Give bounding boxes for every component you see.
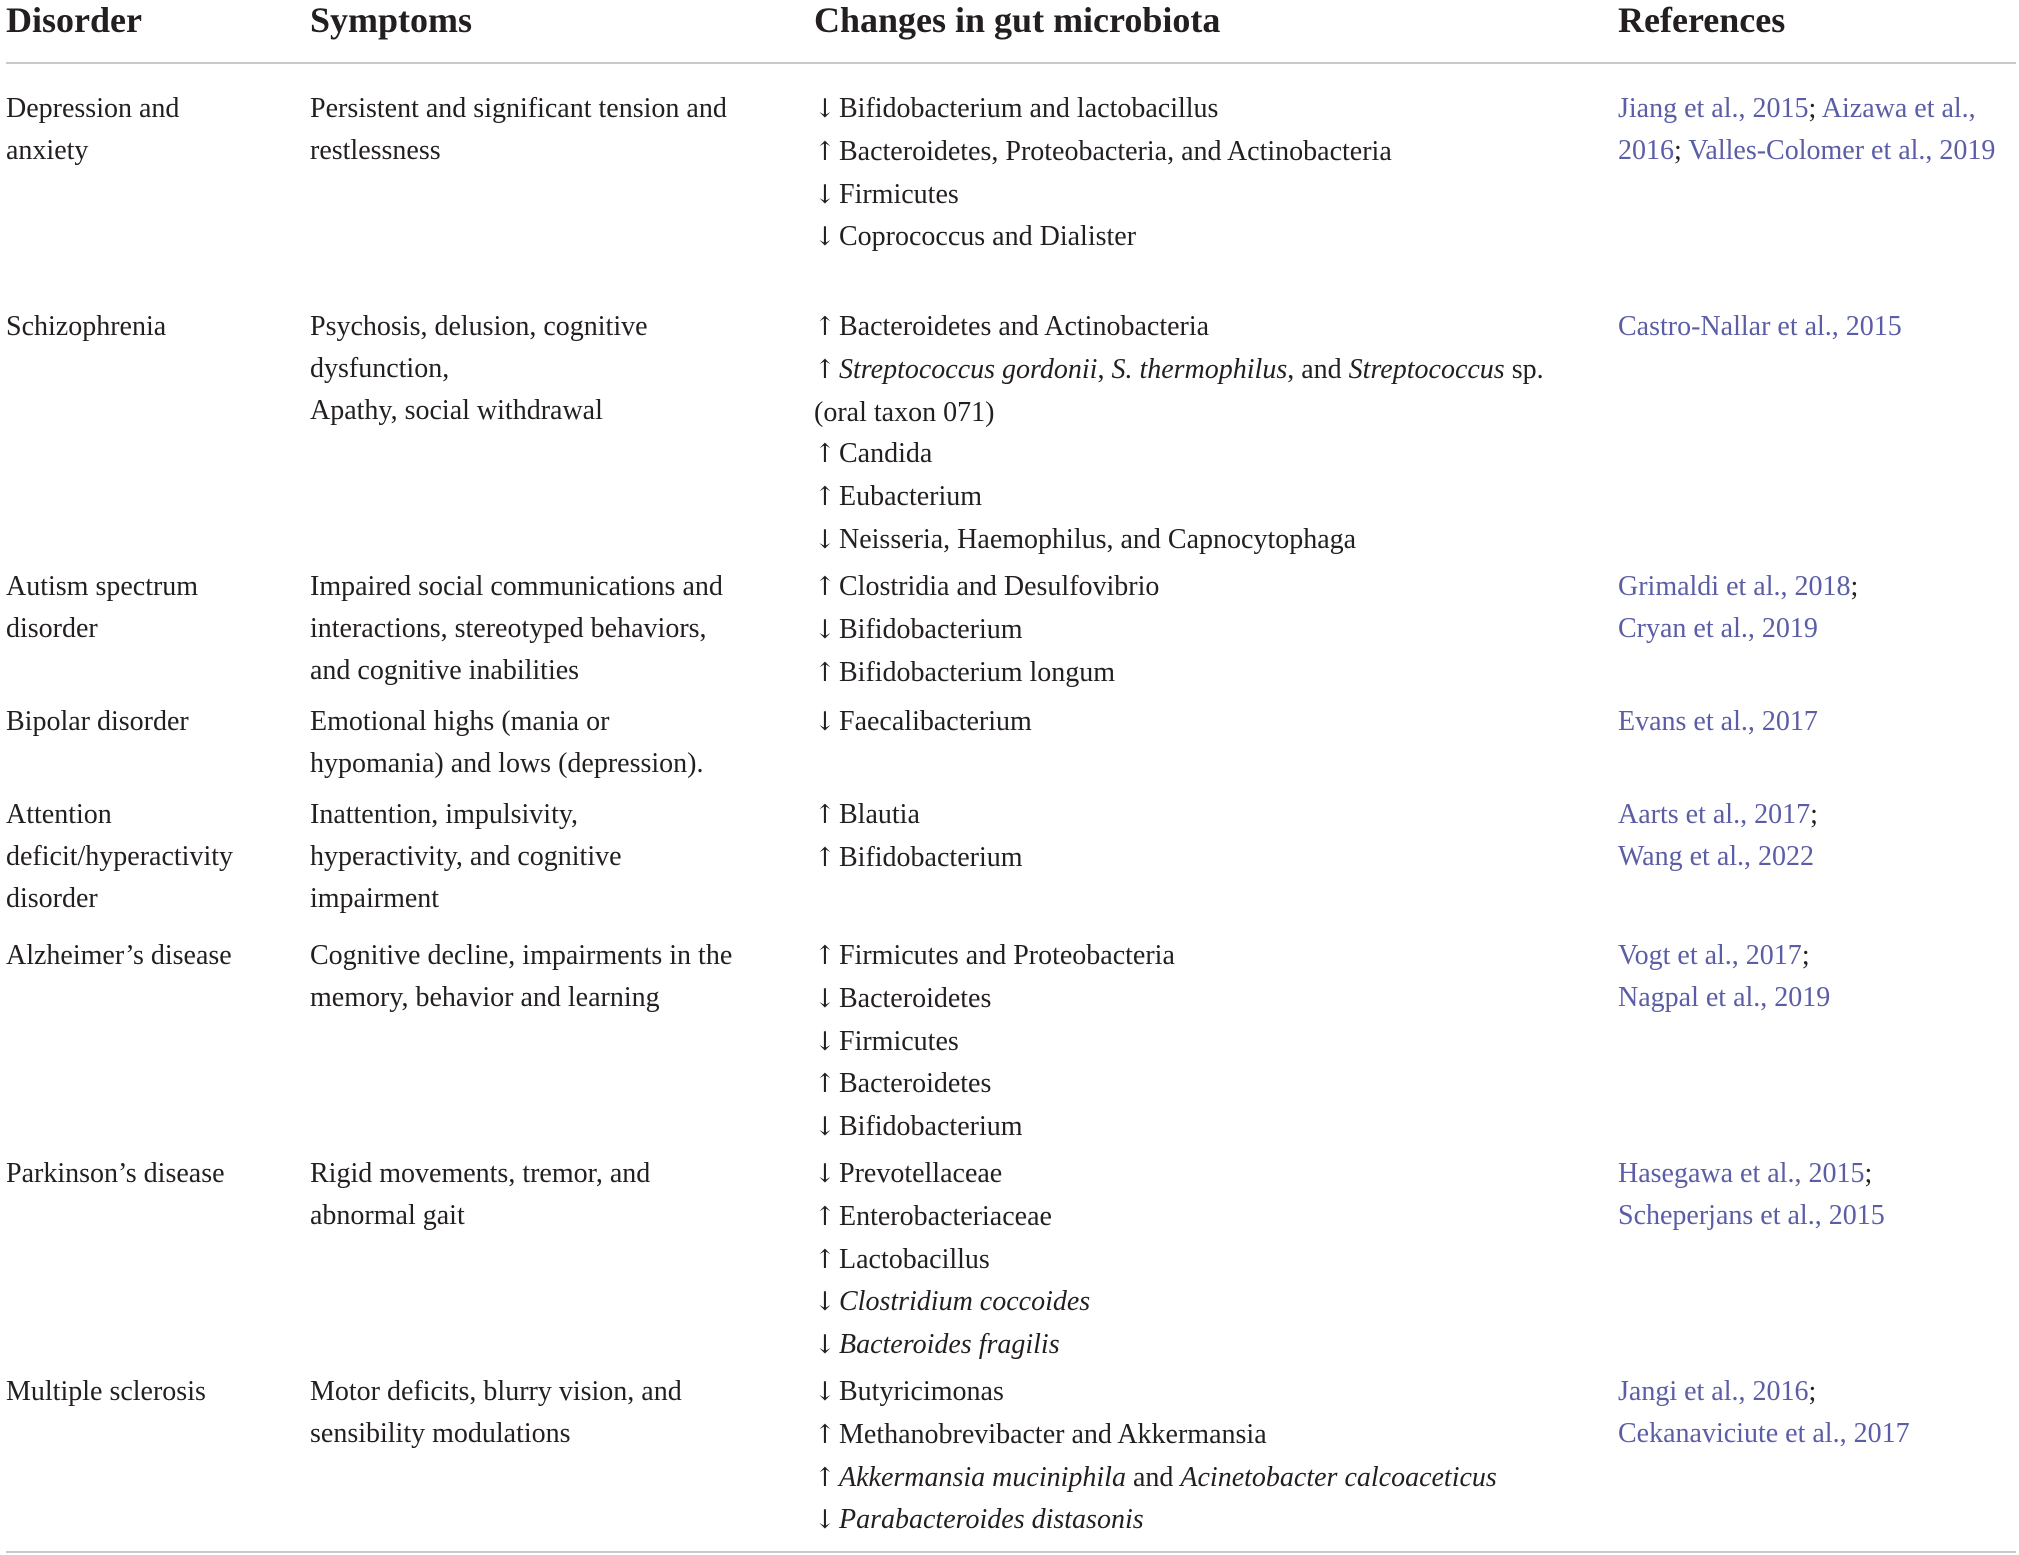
- symptoms-cell: [310, 1371, 770, 1455]
- taxon-name: Akkermansia muciniphila: [839, 1461, 1126, 1493]
- symptoms-text: Rigid movements, tremor, and: [310, 1158, 651, 1189]
- down-arrow-icon: ↓: [814, 707, 836, 737]
- microbiota-changes-cell: [814, 935, 1594, 1149]
- down-arrow-icon: ↓: [814, 524, 836, 555]
- reference-line: [1618, 701, 2018, 743]
- reference-line: [1618, 306, 2018, 348]
- down-arrow-icon: ↓: [814, 1377, 836, 1407]
- reference-line: [1618, 935, 2018, 977]
- microbiota-change-item: [814, 1239, 1594, 1282]
- microbiota-change-item: [814, 794, 1594, 837]
- taxon-name: Firmicutes: [839, 178, 959, 210]
- symptoms-cell: [310, 794, 770, 919]
- symptoms-text: dysfunction,: [310, 352, 450, 384]
- symptoms-text: Motor deficits, blurry vision, and: [310, 1376, 682, 1407]
- microbiota-change-item: [814, 349, 1594, 392]
- taxon-name: Bifidobacterium: [839, 841, 1023, 873]
- disorder-text: disorder: [6, 612, 98, 644]
- taxon-name: Faecalibacterium: [839, 706, 1032, 737]
- taxon-name: Clostridia and Desulfovibrio: [839, 571, 1160, 602]
- microbiota-change-item: [814, 88, 1594, 131]
- up-arrow-icon: ↑: [814, 572, 836, 602]
- microbiota-change-item: [814, 433, 1594, 476]
- up-arrow-icon: ↑: [814, 482, 836, 513]
- microbiota-change-item: [814, 1196, 1594, 1239]
- symptoms-cell: [310, 935, 770, 1019]
- taxon-name: Parabacteroides distasonis: [839, 1504, 1144, 1536]
- taxon-name: Clostridium coccoides: [839, 1286, 1091, 1318]
- taxon-name: Streptococcus gordonii: [839, 353, 1098, 385]
- down-arrow-icon: ↓: [814, 1505, 836, 1536]
- down-arrow-icon: ↓: [814, 1112, 836, 1143]
- microbiota-changes-cell: [814, 88, 1594, 259]
- microbiota-change-item: [814, 216, 1594, 259]
- taxon-name: Bacteroides fragilis: [839, 1329, 1060, 1361]
- down-arrow-icon: ↓: [814, 94, 836, 124]
- taxon-name: Bacteroidetes: [839, 982, 992, 1014]
- up-arrow-icon: ↑: [814, 1069, 836, 1100]
- microbiota-change-item: [814, 1281, 1594, 1324]
- reference-link[interactable]: Aizawa et al.,: [1821, 93, 1976, 124]
- microbiota-changes-cell: [814, 566, 1594, 694]
- symptoms-text: Emotional highs (mania or: [310, 706, 610, 737]
- taxon-name: Firmicutes: [839, 1025, 959, 1057]
- microbiota-change-item: [814, 837, 1594, 880]
- microbiota-change-item: [814, 935, 1594, 978]
- microbiota-changes-cell: [814, 306, 1594, 562]
- symptoms-text: sensibility modulations: [310, 1417, 571, 1449]
- reference-separator: ;: [1808, 93, 1822, 124]
- symptoms-text: Apathy, social withdrawal: [310, 394, 603, 426]
- reference-link[interactable]: Wang et al., 2022: [1618, 840, 1815, 872]
- symptoms-cell: [310, 306, 770, 431]
- microbiota-change-item: [814, 652, 1594, 695]
- symptoms-text: memory, behavior and learning: [310, 981, 660, 1013]
- taxon-name: Bacteroidetes and Actinobacteria: [839, 311, 1210, 342]
- microbiota-change-item: [814, 1021, 1594, 1064]
- down-arrow-icon: ↓: [814, 179, 836, 210]
- up-arrow-icon: ↑: [814, 1419, 836, 1450]
- taxon-name: Lactobacillus: [839, 1243, 990, 1275]
- down-arrow-icon: ↓: [814, 1026, 836, 1057]
- taxon-name: ,: [1097, 353, 1112, 385]
- reference-separator: ;: [1808, 1376, 1817, 1407]
- reference-separator: ;: [1801, 940, 1810, 971]
- symptoms-text: abnormal gait: [310, 1199, 465, 1231]
- reference-link[interactable]: Cekanaviciute et al., 2017: [1618, 1417, 1910, 1449]
- header-rule: [6, 62, 2016, 64]
- disorder-cell: [6, 1371, 296, 1413]
- reference-line: [1618, 566, 2018, 608]
- disorder-cell: [6, 794, 296, 919]
- microbiota-change-item: [814, 978, 1594, 1021]
- microbiota-change-item: [814, 701, 1594, 744]
- taxon-name: S. thermophilus: [1111, 353, 1288, 385]
- microbiota-change-item: [814, 1371, 1594, 1414]
- microbiota-change-item: [814, 1457, 1594, 1500]
- up-arrow-icon: ↑: [814, 842, 836, 873]
- symptoms-text: hyperactivity, and cognitive: [310, 840, 622, 872]
- up-arrow-icon: ↑: [814, 657, 836, 688]
- microbiota-change-item: [814, 392, 1594, 434]
- reference-line: [1618, 794, 2018, 836]
- disorder-text: Autism spectrum: [6, 571, 199, 602]
- reference-link[interactable]: Vogt et al., 2017: [1618, 940, 1802, 971]
- taxon-name: Enterobacteriaceae: [839, 1200, 1052, 1232]
- disorder-text: Multiple sclerosis: [6, 1376, 206, 1407]
- down-arrow-icon: ↓: [814, 1159, 836, 1189]
- taxon-name: Bifidobacterium and lactobacillus: [839, 93, 1219, 124]
- up-arrow-icon: ↑: [814, 1244, 836, 1275]
- taxon-name: Blautia: [839, 799, 920, 830]
- references-cell: [1618, 1371, 2018, 1455]
- up-arrow-icon: ↑: [814, 354, 836, 385]
- disorder-text: Schizophrenia: [6, 311, 167, 342]
- microbiota-change-item: [814, 566, 1594, 609]
- reference-line: [1618, 1153, 2018, 1195]
- symptoms-cell: [310, 701, 770, 785]
- disorder-text: Depression and: [6, 93, 180, 124]
- down-arrow-icon: ↓: [814, 983, 836, 1014]
- references-cell: [1618, 935, 2018, 1019]
- up-arrow-icon: ↑: [814, 1201, 836, 1232]
- reference-line: [1618, 1413, 2018, 1455]
- reference-link[interactable]: Evans et al., 2017: [1618, 706, 1818, 737]
- taxon-name: Bifidobacterium: [839, 613, 1023, 645]
- symptoms-text: Inattention, impulsivity,: [310, 799, 579, 830]
- microbiota-change-item: [814, 131, 1594, 174]
- microbiota-changes-cell: [814, 701, 1594, 744]
- reference-link[interactable]: Jiang et al., 2015: [1618, 93, 1809, 124]
- disorder-cell: [6, 306, 296, 348]
- disorder-cell: [6, 88, 296, 172]
- taxon-name: Acinetobacter calcoaceticus: [1180, 1461, 1497, 1493]
- reference-line: [1618, 608, 2018, 650]
- references-cell: [1618, 566, 2018, 650]
- symptoms-text: and cognitive inabilities: [310, 654, 580, 686]
- down-arrow-icon: ↓: [814, 1330, 836, 1361]
- references-cell: [1618, 1153, 2018, 1237]
- disorder-cell: [6, 935, 296, 977]
- reference-line: [1618, 88, 2018, 130]
- symptoms-text: Impaired social communications and: [310, 571, 723, 602]
- taxon-name: Eubacterium: [839, 481, 983, 513]
- symptoms-text: Psychosis, delusion, cognitive: [310, 311, 648, 342]
- microbiota-change-item: [814, 519, 1594, 562]
- reference-separator: ;: [1864, 1158, 1873, 1189]
- reference-line: [1618, 130, 2018, 172]
- microbiota-changes-cell: [814, 1153, 1594, 1367]
- down-arrow-icon: ↓: [814, 614, 836, 645]
- reference-link[interactable]: Aarts et al., 2017: [1618, 799, 1811, 830]
- taxon-name: Bacteroidetes, Proteobacteria, and Actinobacteria: [839, 135, 1392, 167]
- symptoms-text: Cognitive decline, impairments in the: [310, 940, 733, 971]
- microbiota-changes-cell: [814, 794, 1594, 880]
- microbiota-change-item: [814, 476, 1594, 519]
- references-cell: [1618, 306, 2018, 348]
- taxon-name: Firmicutes and Proteobacteria: [839, 940, 1175, 971]
- down-arrow-icon: ↓: [814, 1287, 836, 1318]
- reference-separator: ;: [1850, 571, 1859, 602]
- reference-link[interactable]: Grimaldi et al., 2018: [1618, 571, 1851, 602]
- taxon-name: and: [1125, 1461, 1181, 1493]
- up-arrow-icon: ↑: [814, 312, 836, 342]
- reference-link[interactable]: Valles-Colomer et al., 2019: [1688, 134, 1996, 166]
- bottom-rule: [6, 1551, 2016, 1553]
- taxon-name: (oral taxon 071): [814, 396, 995, 428]
- reference-separator: ;: [1674, 134, 1689, 166]
- taxon-name: , and: [1287, 353, 1349, 385]
- references-cell: [1618, 794, 2018, 878]
- reference-link[interactable]: Jangi et al., 2016: [1618, 1376, 1809, 1407]
- microbiota-change-item: [814, 1414, 1594, 1457]
- taxon-name: Bifidobacterium longum: [839, 656, 1116, 688]
- microbiota-change-item: [814, 174, 1594, 217]
- symptoms-text: hypomania) and lows (depression).: [310, 747, 704, 779]
- taxon-name: Neisseria, Haemophilus, and Capnocytophaga: [839, 523, 1357, 555]
- taxon-name: Candida: [839, 438, 933, 470]
- disorder-cell: [6, 566, 296, 650]
- reference-link[interactable]: Hasegawa et al., 2015: [1618, 1158, 1865, 1189]
- reference-line: [1618, 836, 2018, 878]
- header-disorder: Disorder: [6, 0, 142, 40]
- up-arrow-icon: ↑: [814, 136, 836, 167]
- disorder-cell: [6, 701, 296, 743]
- reference-separator: ;: [1810, 799, 1818, 830]
- symptoms-cell: [310, 88, 770, 172]
- reference-link[interactable]: Castro-Nallar et al., 2015: [1618, 311, 1902, 342]
- reference-line: [1618, 977, 2018, 1019]
- microbiota-change-item: [814, 1063, 1594, 1106]
- up-arrow-icon: ↑: [814, 800, 836, 830]
- references-cell: [1618, 88, 2018, 172]
- reference-line: [1618, 1371, 2018, 1413]
- microbiota-change-item: [814, 1153, 1594, 1196]
- taxon-name: sp.: [1504, 353, 1544, 385]
- reference-link[interactable]: Cryan et al., 2019: [1618, 612, 1818, 644]
- taxon-name: Streptococcus: [1348, 353, 1505, 385]
- reference-link[interactable]: Scheperjans et al., 2015: [1618, 1199, 1885, 1231]
- taxon-name: Butyricimonas: [839, 1376, 1004, 1407]
- disorder-text: Bipolar disorder: [6, 706, 189, 737]
- microbiota-change-item: [814, 306, 1594, 349]
- header-symptoms: Symptoms: [310, 0, 473, 40]
- disorder-text: Attention: [6, 799, 112, 830]
- disorder-cell: [6, 1153, 296, 1195]
- reference-link[interactable]: 2016: [1618, 134, 1674, 166]
- reference-link[interactable]: Nagpal et al., 2019: [1618, 981, 1831, 1013]
- table-header: [0, 0, 2019, 62]
- up-arrow-icon: ↑: [814, 439, 836, 470]
- taxon-name: Bacteroidetes: [839, 1068, 992, 1100]
- symptoms-cell: [310, 1153, 770, 1237]
- reference-line: [1618, 1195, 2018, 1237]
- microbiota-change-item: [814, 1324, 1594, 1367]
- microbiota-change-item: [814, 1106, 1594, 1149]
- disorder-text: disorder: [6, 882, 98, 914]
- taxon-name: Bifidobacterium: [839, 1111, 1023, 1143]
- up-arrow-icon: ↑: [814, 941, 836, 971]
- references-cell: [1618, 701, 2018, 743]
- disorder-text: anxiety: [6, 134, 89, 166]
- microbiota-change-item: [814, 1499, 1594, 1542]
- microbiota-changes-cell: [814, 1371, 1594, 1542]
- header-references: References: [1618, 0, 1786, 40]
- disorder-text: Alzheimer’s disease: [6, 940, 232, 971]
- down-arrow-icon: ↓: [814, 222, 836, 253]
- symptoms-text: interactions, stereotyped behaviors,: [310, 612, 707, 644]
- microbiota-change-item: [814, 609, 1594, 652]
- symptoms-cell: [310, 566, 770, 691]
- symptoms-text: impairment: [310, 882, 440, 914]
- symptoms-text: Persistent and significant tension and: [310, 93, 727, 124]
- up-arrow-icon: ↑: [814, 1462, 836, 1493]
- disorder-text: Parkinson’s disease: [6, 1158, 225, 1189]
- taxon-name: Methanobrevibacter and Akkermansia: [839, 1418, 1267, 1450]
- taxon-name: Coprococcus and Dialister: [839, 221, 1137, 253]
- symptoms-text: restlessness: [310, 134, 441, 166]
- taxon-name: Prevotellaceae: [839, 1158, 1003, 1189]
- header-changes: Changes in gut microbiota: [814, 0, 1221, 40]
- disorder-text: deficit/hyperactivity: [6, 840, 234, 872]
